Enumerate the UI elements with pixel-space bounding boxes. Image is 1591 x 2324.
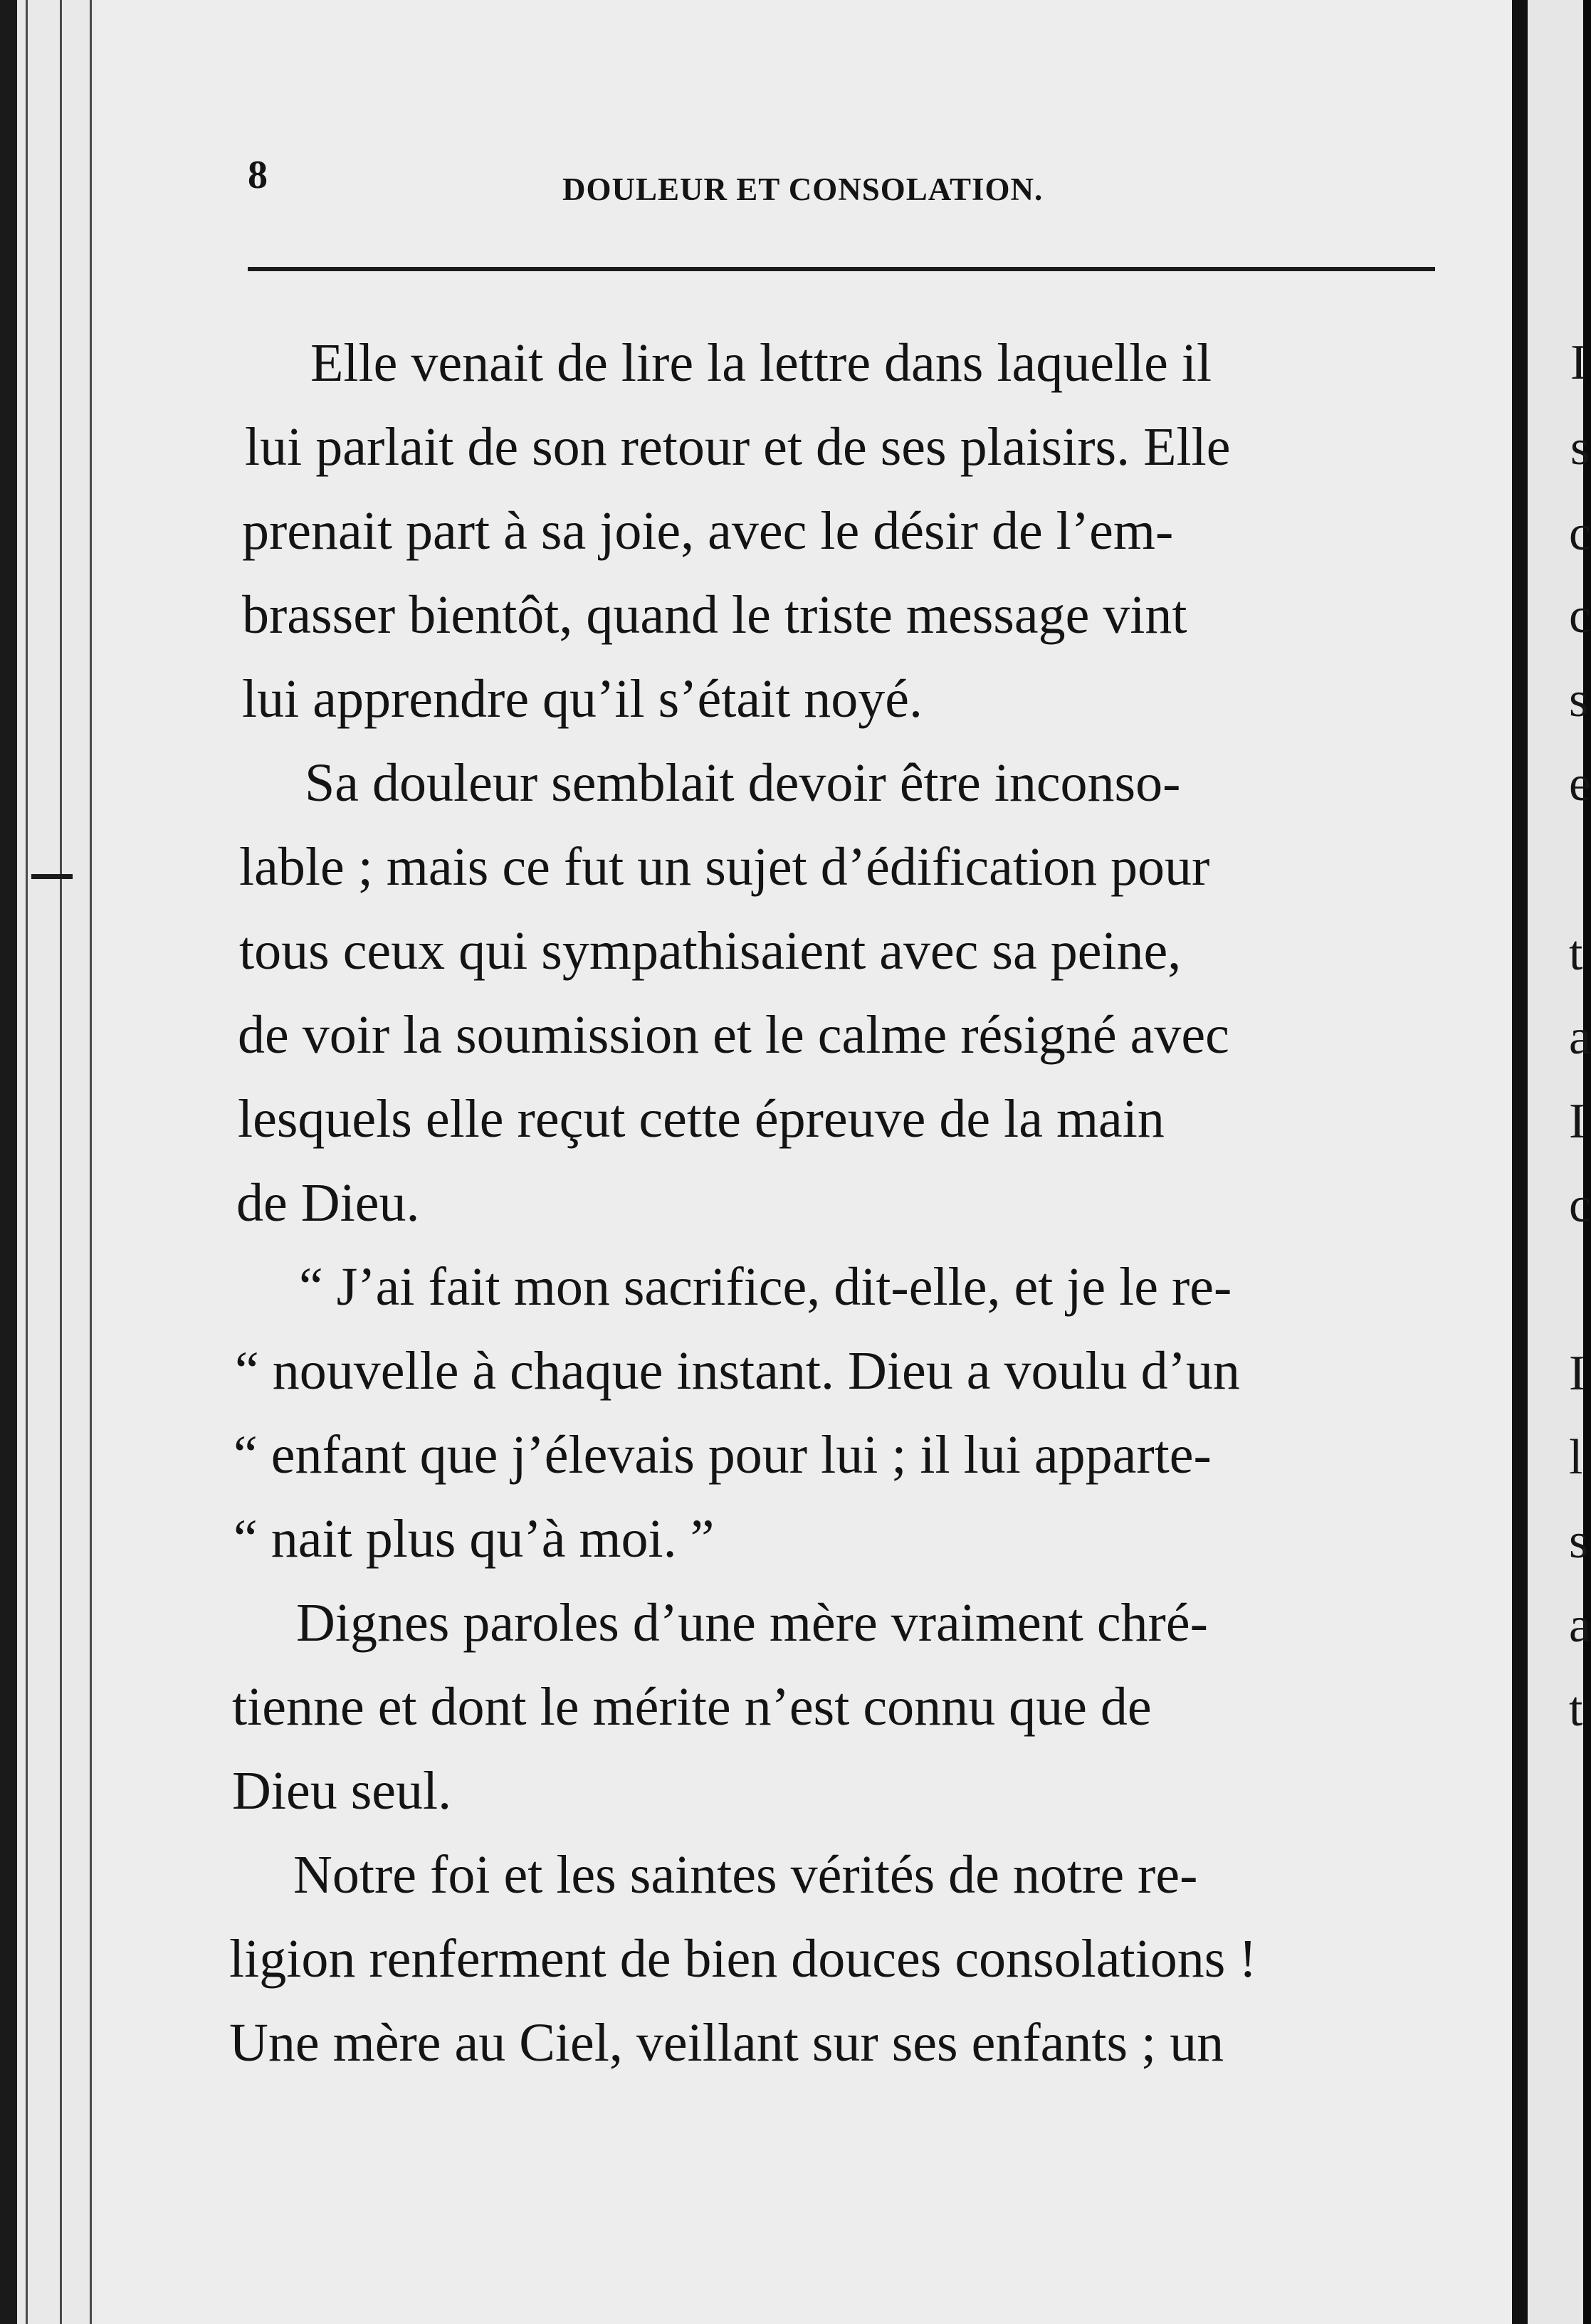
text-line: Elle venait de lire la lettre dans laquelle il (310, 333, 1212, 393)
text-line: lesquels elle reçut cette épreuve de la main (238, 1089, 1165, 1149)
page-gutter (1512, 0, 1528, 2324)
adjacent-page-fragment: I (1569, 1094, 1586, 1149)
adjacent-page-fragment: I (1569, 1346, 1586, 1401)
text-line: “ nouvelle à chaque instant. Dieu a voulu d’un (235, 1341, 1240, 1401)
adjacent-page-fragment: a (1569, 1598, 1591, 1653)
text-line: Dieu seul. (232, 1761, 452, 1821)
text-line: lui parlait de son retour et de ses plaisirs. Elle (245, 417, 1231, 477)
text-line: lable ; mais ce fut un sujet d’édification pour (239, 837, 1210, 897)
adjacent-page-fragment: I (1570, 335, 1587, 390)
adjacent-page-fragment: s (1569, 1514, 1589, 1569)
text-line: ligion renferment de bien douces consolations ! (229, 1929, 1257, 1989)
adjacent-page-fragment: a (1569, 1010, 1591, 1065)
adjacent-page-edge (1528, 0, 1591, 2324)
adjacent-page-fragment: t (1569, 926, 1583, 981)
adjacent-page-fragment: c (1569, 506, 1591, 561)
adjacent-page-fragment: c (1569, 589, 1591, 643)
text-line: Dignes paroles d’une mère vraiment chré- (296, 1593, 1208, 1653)
adjacent-page-fragment: e (1569, 757, 1591, 811)
text-line: brasser bientôt, quand le triste message vint (242, 585, 1187, 645)
text-line: Sa douleur semblait devoir être inconso- (305, 753, 1181, 813)
adjacent-page-fragment: t (1569, 1682, 1583, 1737)
text-line: “ J’ai fait mon sacrifice, dit-elle, et je le re- (299, 1257, 1232, 1317)
text-line: de voir la soumission et le calme résigné avec (238, 1005, 1229, 1065)
running-head: DOULEUR ET CONSOLATION. (562, 172, 1044, 207)
text-line: Une mère au Ciel, veillant sur ses enfants ; un (229, 2013, 1224, 2073)
text-line: tous ceux qui sympathisaient avec sa peine, (239, 921, 1182, 981)
adjacent-page-fragment: l (1569, 1430, 1583, 1485)
text-line: lui apprendre qu’il s’était noyé. (242, 669, 923, 729)
text-line: “ nait plus qu’à moi. ” (233, 1509, 715, 1569)
text-line: “ enfant que j’élevais pour lui ; il lui apparte- (233, 1425, 1212, 1485)
adjacent-page-fragment: s (1570, 421, 1590, 475)
adjacent-page-fragment: s (1569, 673, 1589, 727)
page-number: 8 (248, 153, 268, 197)
text-line: de Dieu. (236, 1173, 420, 1233)
text-line: prenait part à sa joie, avec le désir de l’em- (242, 501, 1174, 561)
text-line: Notre foi et les saintes vérités de notre re- (293, 1845, 1198, 1905)
text-line: tienne et dont le mérite n’est connu que de (232, 1677, 1152, 1737)
adjacent-page-fragment: c (1569, 1178, 1591, 1233)
